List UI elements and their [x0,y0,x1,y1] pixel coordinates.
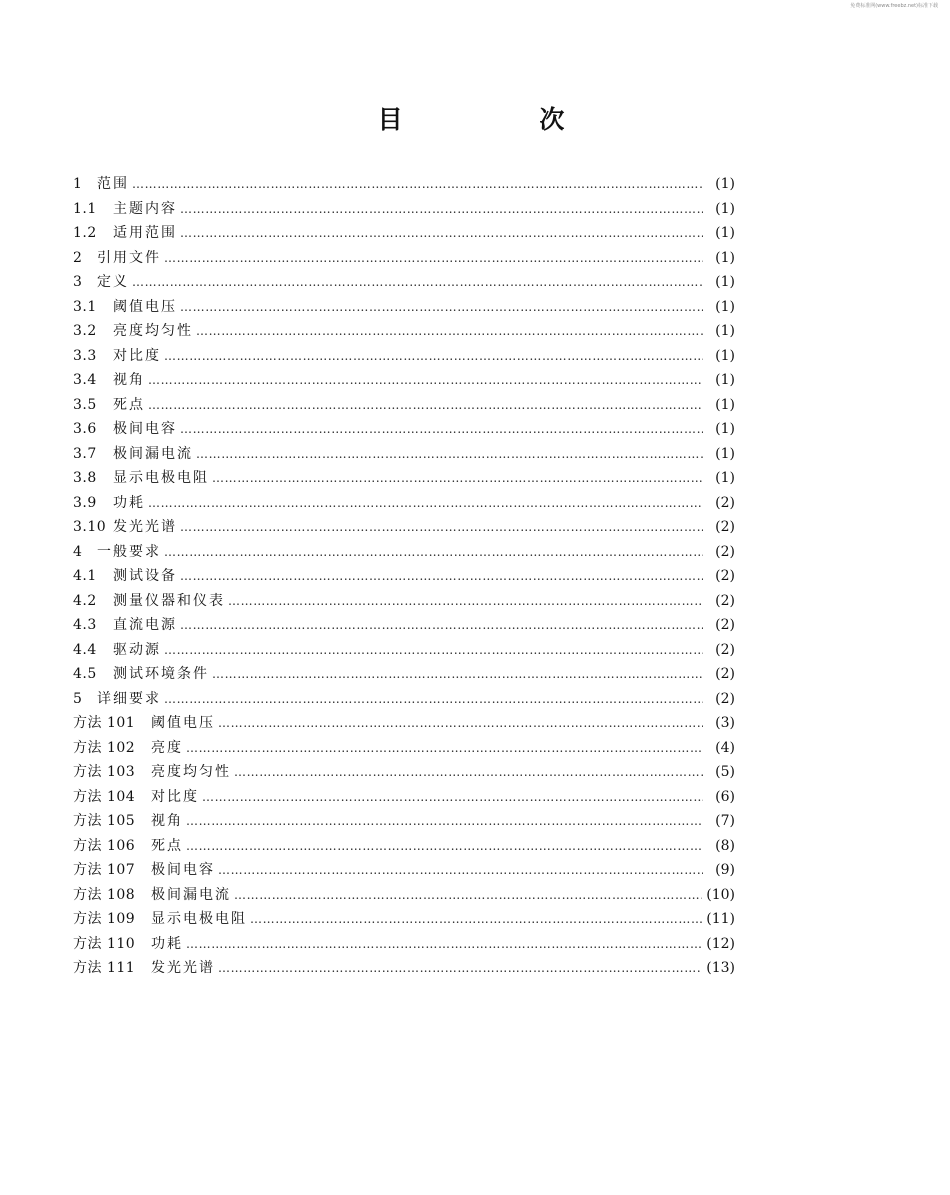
toc-entry-number: 方法 108 [73,886,136,903]
toc-entry[interactable] [73,466,735,491]
toc-entry-title: 阈值电压 [113,298,177,315]
toc-leader-dots [180,417,703,442]
toc-leader-dots [234,883,702,908]
toc-entry-page: (6) [715,788,735,805]
toc-entry[interactable] [73,515,735,540]
toc-entry-title: 发光光谱 [151,960,215,976]
toc-leader-dots [196,319,703,344]
toc-entry-title: 测试环境条件 [113,666,209,682]
toc-entry[interactable] [73,491,735,516]
toc-entry[interactable] [73,858,735,883]
toc-entry-page: (2) [715,494,735,511]
toc-entry-number: 3.5 [73,396,97,413]
toc-entry[interactable] [73,221,735,246]
toc-entry-number: 4.2 [73,592,97,609]
toc-leader-dots [180,515,703,540]
toc-leader-dots [164,540,703,565]
toc-entry-page: (1) [715,445,735,462]
toc-entry-title: 亮度均匀性 [151,764,231,780]
toc-entry-number: 方法 103 [73,764,136,780]
toc-entry-page: (2) [715,592,735,609]
toc-entry-number: 方法 102 [73,739,136,756]
toc-entry-title: 亮度均匀性 [113,323,193,339]
toc-entry[interactable] [73,319,735,344]
toc-entry-number: 3.6 [73,421,97,437]
toc-entry-number: 方法 110 [73,935,136,952]
toc-leader-dots [186,834,703,859]
toc-entry-number: 3.9 [73,494,97,511]
toc-entry-number: 3 [73,274,83,290]
toc-entry[interactable] [73,442,735,467]
toc-entry[interactable] [73,393,735,418]
toc-entry-title: 对比度 [113,347,161,364]
toc-entry-title: 对比度 [151,788,199,805]
toc-entry[interactable] [73,736,735,761]
toc-entry[interactable] [73,662,735,687]
toc-entry-title: 测试设备 [113,568,177,584]
toc-entry[interactable] [73,368,735,393]
toc-entry-number: 4.4 [73,641,97,658]
toc-entry-title: 极间漏电流 [151,886,231,903]
toc-entry-title: 引用文件 [97,249,161,266]
toc-entry[interactable] [73,270,735,295]
toc-entry-page: (1) [715,421,735,437]
toc-entry-title: 极间电容 [113,421,177,437]
toc-leader-dots [180,197,703,222]
toc-entry[interactable] [73,956,735,981]
toc-entry-number: 4.5 [73,666,97,682]
toc-entry[interactable] [73,540,735,565]
toc-entry-title: 发光光谱 [113,519,177,535]
toc-entry[interactable] [73,932,735,957]
toc-entry-page: (2) [715,519,735,535]
toc-leader-dots [180,295,703,320]
toc-leader-dots [148,368,703,393]
toc-entry[interactable] [73,834,735,859]
toc-entry-title: 显示电极电阻 [151,911,247,927]
toc-entry-number: 4.3 [73,617,97,633]
toc-leader-dots [186,809,703,834]
toc-leader-dots [212,466,703,491]
toc-entry-title: 功耗 [151,935,183,952]
toc-entry[interactable] [73,295,735,320]
toc-entry-page: (1) [715,347,735,364]
toc-entry-title: 主题内容 [113,200,177,217]
toc-entry-title: 测量仪器和仪表 [113,592,225,609]
toc-entry-title: 定义 [97,274,129,290]
toc-leader-dots [148,393,703,418]
toc-entry-page: (2) [715,617,735,633]
toc-leader-dots [180,613,703,638]
toc-entry[interactable] [73,564,735,589]
toc-entry[interactable] [73,417,735,442]
toc-entry-number: 方法 107 [73,862,136,878]
toc-entry-page: (3) [715,715,735,731]
toc-entry-title: 极间电容 [151,862,215,878]
toc-entry-page: (12) [706,935,735,952]
toc-entry[interactable] [73,687,735,712]
toc-entry[interactable] [73,246,735,271]
toc-entry-title: 功耗 [113,494,145,511]
toc-entry-title: 显示电极电阻 [113,470,209,486]
toc-entry-title: 范围 [97,176,129,192]
toc-entry-number: 3.3 [73,347,97,364]
toc-entry-title: 亮度 [151,739,183,756]
toc-entry-number: 3.2 [73,323,97,339]
toc-leader-dots [164,246,703,271]
page-title: 目 次 [377,105,629,134]
toc-entry[interactable] [73,613,735,638]
toc-entry[interactable] [73,760,735,785]
toc-entry-number: 3.7 [73,445,97,462]
toc-entry-number: 3.8 [73,470,97,486]
toc-leader-dots [212,662,703,687]
toc-entry-title: 阈值电压 [151,715,215,731]
toc-entry-page: (1) [715,396,735,413]
toc-entry-number: 方法 109 [73,911,136,927]
toc-entry-title: 视角 [151,813,183,829]
toc-entry-number: 方法 101 [73,715,136,731]
toc-entry-title: 极间漏电流 [113,445,193,462]
toc-leader-dots [148,491,703,516]
toc-leader-dots [180,564,703,589]
toc-entry-number: 方法 105 [73,813,136,829]
toc-entry-page: (2) [715,641,735,658]
toc-entry[interactable] [73,197,735,222]
toc-entry-number: 方法 106 [73,837,136,854]
toc-entry-page: (1) [715,372,735,388]
toc-entry[interactable] [73,172,735,197]
toc-leader-dots [218,711,703,736]
toc-leader-dots [218,858,703,883]
toc-leader-dots [202,785,703,810]
toc-entry-page: (1) [715,470,735,486]
toc-entry-number: 1.2 [73,225,97,241]
toc-entry-page: (2) [715,666,735,682]
toc-entry[interactable] [73,883,735,908]
toc-leader-dots [250,907,702,932]
toc-entry-page: (1) [715,298,735,315]
toc-entry[interactable] [73,785,735,810]
toc-entry-page: (1) [715,249,735,266]
toc-entry-page: (2) [715,543,735,560]
toc-entry[interactable] [73,638,735,663]
toc-entry-title: 视角 [113,372,145,388]
toc-entry-number: 方法 104 [73,788,136,805]
toc-entry-number: 5 [73,690,83,707]
toc-entry-number: 4.1 [73,568,97,584]
toc-entry-page: (4) [715,739,735,756]
toc-entry-title: 死点 [113,396,145,413]
toc-entry-page: (1) [715,200,735,217]
toc-entry-page: (1) [715,323,735,339]
toc-entry-title: 一般要求 [97,543,161,560]
toc-leader-dots [180,221,703,246]
toc-entry-page: (1) [715,274,735,290]
toc-entry-title: 详细要求 [97,690,161,707]
toc-entry-number: 2 [73,249,83,266]
toc-leader-dots [186,932,702,957]
toc-entry[interactable] [73,907,735,932]
toc-entry-page: (11) [706,911,735,927]
toc-entry-page: (13) [706,960,735,976]
toc-entry-page: (8) [715,837,735,854]
toc-entry-page: (1) [715,176,735,192]
toc-entry[interactable] [73,589,735,614]
toc-entry-page: (5) [715,764,735,780]
toc-entry-number: 方法 111 [73,960,136,976]
toc-leader-dots [132,172,703,197]
toc-entry-page: (2) [715,568,735,584]
toc-leader-dots [164,638,703,663]
toc-entry[interactable] [73,711,735,736]
toc-entry-title: 死点 [151,837,183,854]
toc-leader-dots [218,956,702,981]
toc-entry-number: 4 [73,543,83,560]
toc-leader-dots [164,687,703,712]
toc-entry-page: (1) [715,225,735,241]
toc-entry-number: 3.4 [73,372,97,388]
toc-entry-page: (2) [715,690,735,707]
toc-leader-dots [186,736,703,761]
toc-entry-page: (9) [715,862,735,878]
toc-leader-dots [132,270,703,295]
toc-entry-number: 1.1 [73,200,97,217]
toc-leader-dots [196,442,703,467]
toc-leader-dots [164,344,703,369]
toc-entry-number: 3.1 [73,298,97,315]
toc-leader-dots [228,589,703,614]
toc-entry-number: 3.10 [73,519,107,535]
toc-entry-number: 1 [73,176,83,192]
toc-entry[interactable] [73,344,735,369]
toc-entry-page: (7) [715,813,735,829]
toc-leader-dots [234,760,703,785]
toc-entry-title: 驱动源 [113,641,161,658]
table-of-contents [73,172,735,981]
toc-entry[interactable] [73,809,735,834]
toc-entry-page: (10) [706,886,735,903]
toc-entry-title: 适用范围 [113,225,177,241]
watermark-text: 免费标准网(www.freebz.net)标准下载 [850,3,938,9]
toc-entry-title: 直流电源 [113,617,177,633]
